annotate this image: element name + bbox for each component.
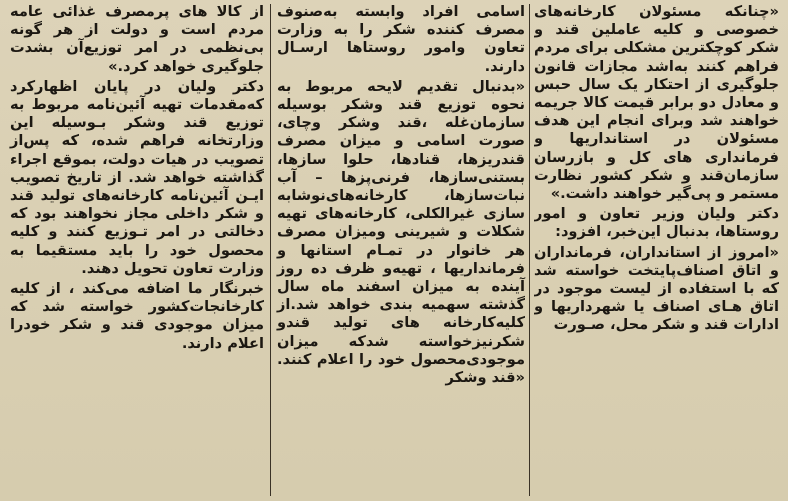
column-left	[8, 0, 266, 501]
paragraph: «بدنبال تقدیم لایحه مربوط به نحوه توزیع قند وشکر بوسیله سازمان‌غله ،قند وشکر وچای، صورت اسامی و میزان مصرف قندریزها، قنادها، حلوا سازها، بستنی‌سازها، فرنی‌پزها – آب نبات‌سازها، کارخانه‌های‌نوشابه سازی غیرالکلی، کارخانه‌های تهیه شکلات و شیرینی ومیزان مصرف هر خانوار در تمـام استانها و فرمانداریها ، تهیه‌و ظرف ده روز آینده به میزان اسفند ماه سال گذشته سهمیه بندی خواهد شد.از کلیه‌کارخانه های تولید قندو شکرنیزخواسته شدکه میزان موجودی‌محصول خود را اعلام کنند. «قند وشکر	[277, 77, 525, 387]
column-right	[534, 0, 782, 501]
column-middle	[275, 0, 527, 501]
paragraph: دکتر ولیان در پایان اظهارکرد که‌مقدمات تهیه آئین‌نامه مربوط به توزیع قند وشکر بـوسیله این وزارتخانه فراهم شده، که پس‌از تصویب در هیات دولت، بموقع اجراء گذاشته خواهد شد. از تاریخ تصویب ایـن آئین‌نامه کارخانه‌های تولید قند و شکر داخلی مجاز نخواهند بود که دخالتی در امر تـوزیع کنند و کلیه محصول خود را باید مستقیما به وزارت تعاون تحویل دهند.	[10, 77, 264, 277]
paragraph: «چنانکه مسئولان کارخانه‌های خصوصی و کلیه عاملین قند و شکر کوچکترین مشکلی برای مردم فراهم کنند به‌اشد مجازات قانون جلوگیری از احتکار یک سال حبس و معادل دو برابر قیمت کالا جریمه خواهند شد وبرای انجام این هدف مسئولان در استانداریها و فرمانداری های کل و بازرسان سازمان‌قند و شکر کشور نظارت مستمر و پی‌گیر خواهند داشت.»	[534, 3, 779, 203]
paragraph: از کالا های پرمصرف غذائی عامه مردم است و دولت از هر گونه بی‌نظمی در امر توزیع‌آن بشدت جلوگیری خواهد کرد.»	[10, 3, 264, 75]
column-divider	[270, 4, 271, 496]
paragraph: اسامی افراد وابسته به‌صنوف مصرف کننده شکر را به وزارت تعاون وامور روستاها ارسـال دارند.	[277, 3, 525, 75]
paragraph: «امروز از استانداران، فرمانداران و اتاق اصناف‌پایتخت خواسته شد که با استفاده از لیست موجود در اتاق هـای اصناف یا شهرداریها و ادارات قند و شکر محل، صـورت	[534, 243, 779, 334]
paragraph: دکتر ولیان وزیر تعاون و امور روستاها، بدنبال این‌خبر، افزود:	[534, 205, 779, 241]
paragraph: خبرنگار ما اضافه می‌کند ، از کلیه کارخانجات‌کشور خواسته شد که میزان موجودی قند و شکر خودرا اعلام دارند.	[10, 280, 264, 352]
column-divider	[529, 4, 530, 496]
